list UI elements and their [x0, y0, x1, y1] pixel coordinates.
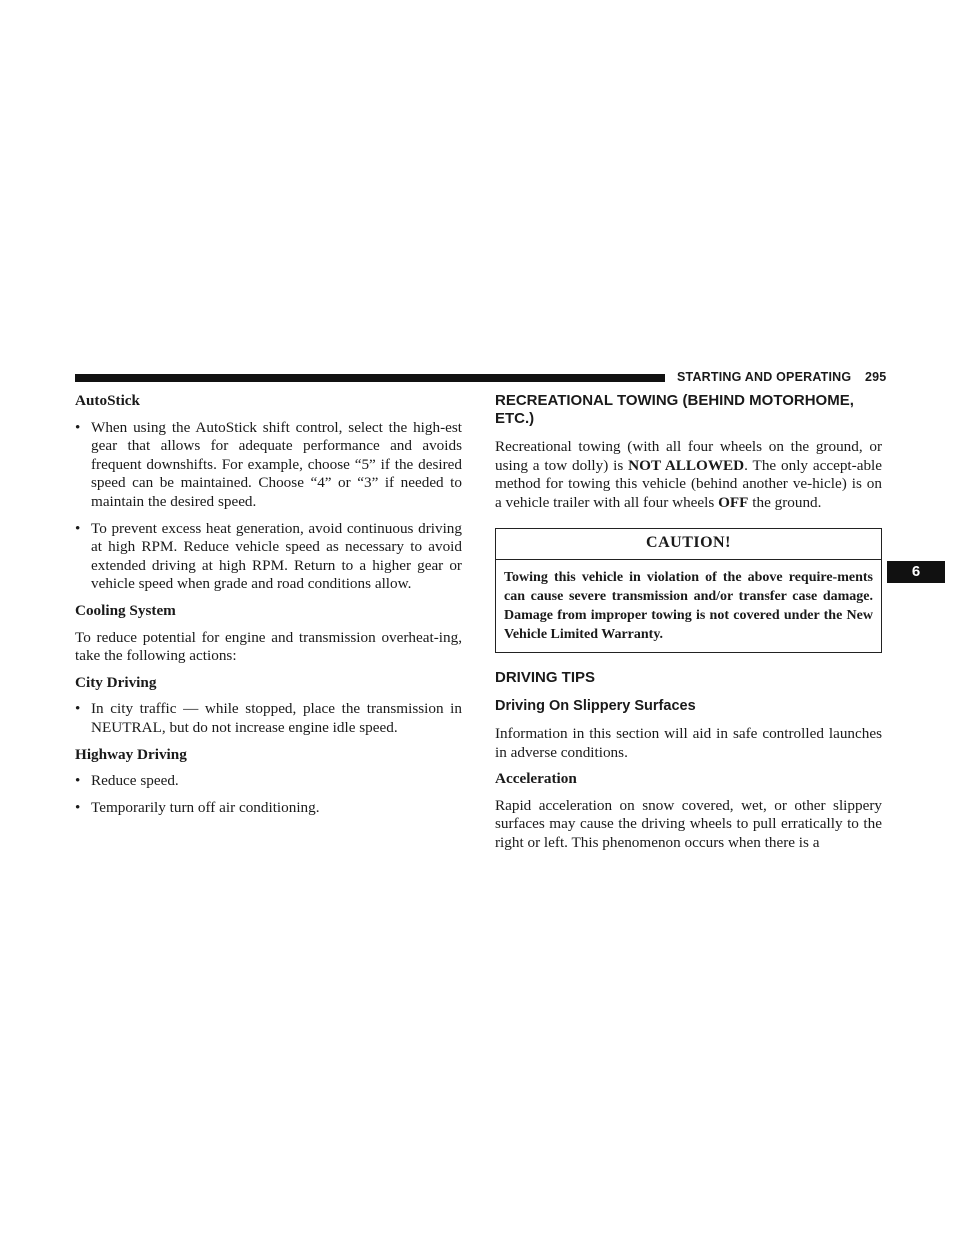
acceleration-heading: Acceleration: [495, 770, 577, 788]
slippery-surfaces-heading: Driving On Slippery Surfaces: [495, 697, 696, 714]
caution-title: CAUTION!: [496, 529, 881, 560]
left-column: [75, 392, 462, 825]
bullet-symbol: •: [75, 798, 81, 816]
towing-text-part-1: Recreational towing (with all four wheels on the ground, or using a tow dolly) is: [495, 438, 882, 474]
not-allowed-emphasis: NOT ALLOWED: [628, 456, 745, 474]
bullet-symbol: •: [75, 418, 81, 436]
running-header: [677, 370, 886, 384]
autostick-bullets: [75, 419, 462, 594]
cooling-system-heading: Cooling System: [75, 601, 176, 619]
city-driving-heading: City Driving: [75, 673, 157, 691]
bullet-symbol: •: [75, 772, 81, 790]
autostick-bullet-text-2: To prevent excess heat generation, avoid continuous driving at high RPM. Reduce vehicle speed as necessary to avoid extended driving at high RPM. Return to a higher gear or vehicle speed when grade and road conditions allow.: [91, 519, 462, 593]
autostick-bullet-1: [75, 419, 462, 512]
recreational-towing-text: [495, 438, 882, 512]
bullet-symbol: •: [75, 700, 81, 718]
highway-driving-bullet-1: [75, 772, 462, 791]
city-driving-bullet-text-1: In city traffic — while stopped, place the transmission in NEUTRAL, but do not increase engine idle speed.: [91, 700, 462, 736]
header-section-title: STARTING AND OPERATING: [677, 370, 852, 384]
driving-tips-heading: DRIVING TIPS: [495, 668, 596, 686]
caution-box: [495, 528, 882, 653]
autostick-bullet-2: [75, 520, 462, 594]
cooling-system-text: To reduce potential for engine and transmission overheat-ing, take the following actions:: [75, 628, 462, 665]
highway-driving-bullets: [75, 772, 462, 817]
highway-driving-bullet-text-1: Reduce speed.: [91, 772, 179, 790]
city-driving-bullets: [75, 700, 462, 737]
highway-driving-bullet-text-2: Temporarily turn off air conditioning.: [91, 798, 320, 816]
right-column: [495, 392, 882, 861]
autostick-bullet-text-1: When using the AutoStick shift control, select the high-est gear that allows for adequate performance and avoids frequent downshifts. For example, choose “5” if the desired speed can be maintained. Choose “4” or “3” if needed to maintain the desired speed.: [91, 418, 462, 510]
towing-text-part-2: . The only accept-able method for towing this vehicle (behind another ve-hicle) is on a vehicle trailer with all four wheels: [495, 456, 883, 511]
chapter-tab: 6: [887, 561, 945, 583]
acceleration-text: Rapid acceleration on snow covered, wet, or other slippery surfaces may cause the driving wheels to pull erratically to the right or left. This phenomenon occurs when there is a: [495, 796, 882, 851]
city-driving-bullet-1: [75, 700, 462, 737]
caution-text: Towing this vehicle in violation of the above require-ments can cause severe transmission and/or transfer case damage. Damage from improper towing is not covered under the New Vehicle Limited Warranty.: [504, 569, 873, 642]
autostick-heading: AutoStick: [75, 392, 140, 409]
page-number: 295: [865, 370, 887, 384]
towing-text-part-3: the ground.: [748, 493, 822, 511]
bullet-symbol: •: [75, 519, 81, 537]
highway-driving-heading: Highway Driving: [75, 745, 187, 763]
off-emphasis: OFF: [718, 493, 749, 511]
header-rule: [75, 374, 665, 382]
slippery-surfaces-text: Information in this section will aid in safe controlled launches in adverse conditions.: [495, 724, 882, 761]
highway-driving-bullet-2: [75, 799, 462, 818]
recreational-towing-heading: RECREATIONAL TOWING (BEHIND MOTORHOME, ETC.): [495, 392, 854, 427]
